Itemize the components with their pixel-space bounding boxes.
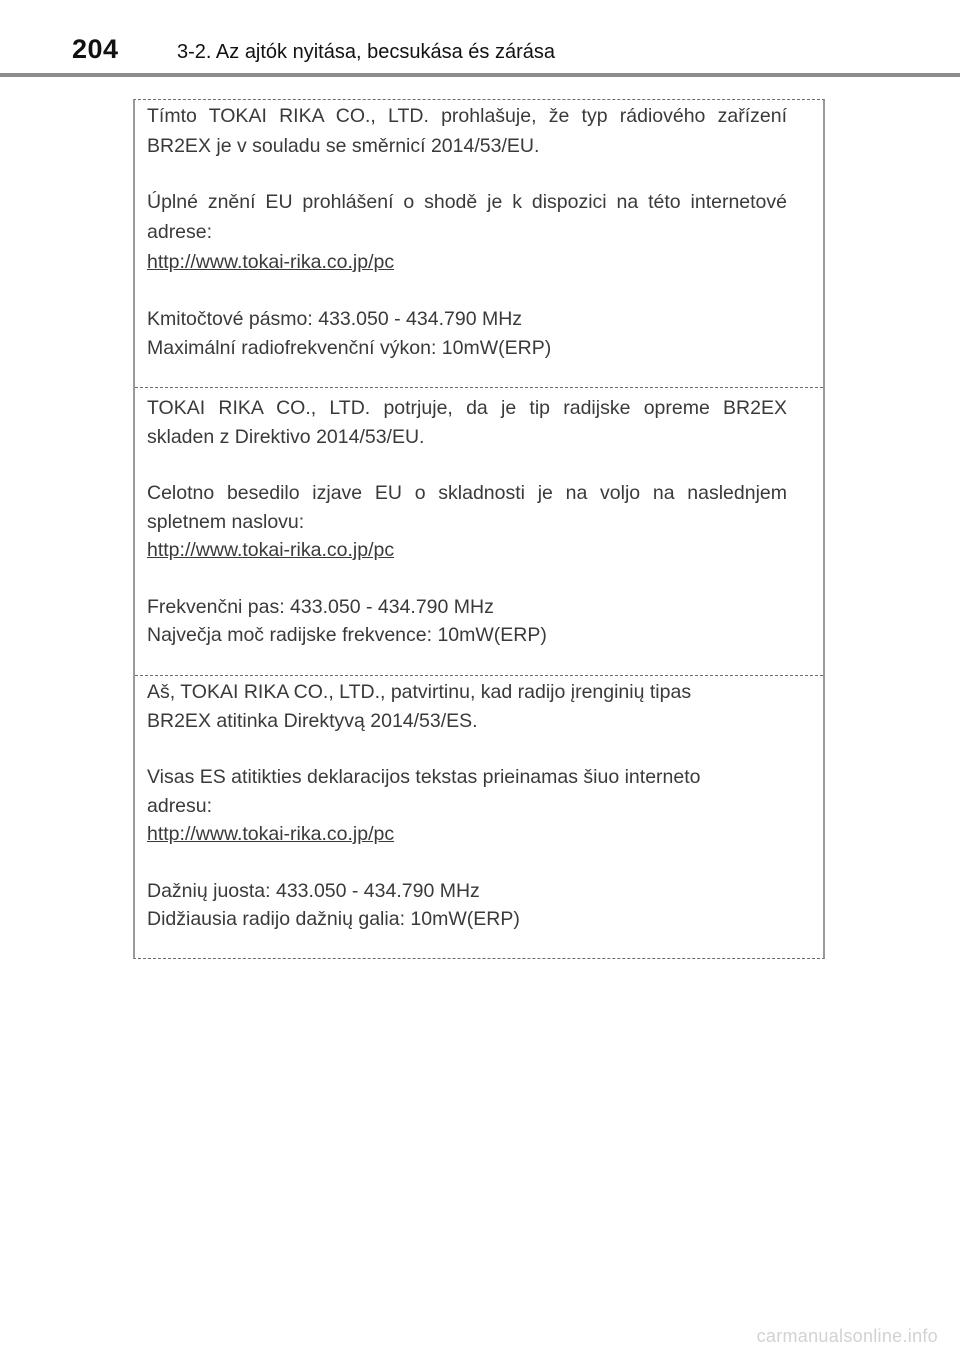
max-power: Maximální radiofrekvenční výkon: 10mW(ERP) (147, 337, 552, 359)
frequency-band: Dažnių juosta: 433.050 - 434.790 MHz (147, 880, 480, 902)
declaration-slovenian (135, 387, 823, 675)
statement-line-2: BR2EX je v souladu se směrnicí 2014/53/EU. (147, 135, 540, 157)
statement-line-1: Tímto TOKAI RIKA CO., LTD. prohlašuje, že typ rádiového zařízení (147, 105, 787, 127)
page-header (0, 0, 960, 80)
declaration-lithuanian (135, 675, 823, 959)
statement-line-1: TOKAI RIKA CO., LTD. potrjuje, da je tip radijske opreme BR2EX (147, 397, 787, 419)
fulltext-line-2: adresu: (147, 795, 213, 817)
statement-line-1: Aš, TOKAI RIKA CO., LTD., patvirtinu, kad radijo įrenginių tipas (147, 681, 692, 703)
declaration-url-link[interactable]: http://www.tokai-rika.co.jp/pc (147, 539, 395, 561)
declaration-url-link[interactable]: http://www.tokai-rika.co.jp/pc (147, 251, 395, 273)
frequency-band: Kmitočtové pásmo: 433.050 - 434.790 MHz (147, 308, 523, 330)
section-title: 3-2. Az ajtók nyitása, becsukása és zárása (177, 41, 555, 63)
header-divider (0, 73, 960, 77)
max-power: Didžiausia radijo dažnių galia: 10mW(ERP) (147, 908, 520, 930)
watermark: carmanualsonline.info (756, 1326, 938, 1346)
statement-line-2: BR2EX atitinka Direktyvą 2014/53/ES. (147, 710, 478, 732)
fulltext-line-1: Celotno besedilo izjave EU o skladnosti je na voljo na naslednjem (147, 482, 787, 504)
statement-line-2: skladen z Direktivo 2014/53/EU. (147, 426, 425, 448)
fulltext-line-1: Visas ES atitikties deklaracijos tekstas prieinamas šiuo interneto (147, 766, 701, 788)
fulltext-line-2: spletnem naslovu: (147, 511, 305, 533)
declaration-url-link[interactable]: http://www.tokai-rika.co.jp/pc (147, 823, 395, 845)
declaration-czech (135, 100, 823, 387)
fulltext-line-2: adrese: (147, 221, 213, 243)
frequency-band: Frekvenčni pas: 433.050 - 434.790 MHz (147, 596, 494, 618)
page-number: 204 (72, 34, 119, 64)
fulltext-line-1: Úplné znění EU prohlášení o shodě je k dispozici na této internetové (147, 191, 787, 213)
max-power: Največja moč radijske frekvence: 10mW(ERP) (147, 624, 547, 646)
declaration-box (133, 99, 825, 959)
